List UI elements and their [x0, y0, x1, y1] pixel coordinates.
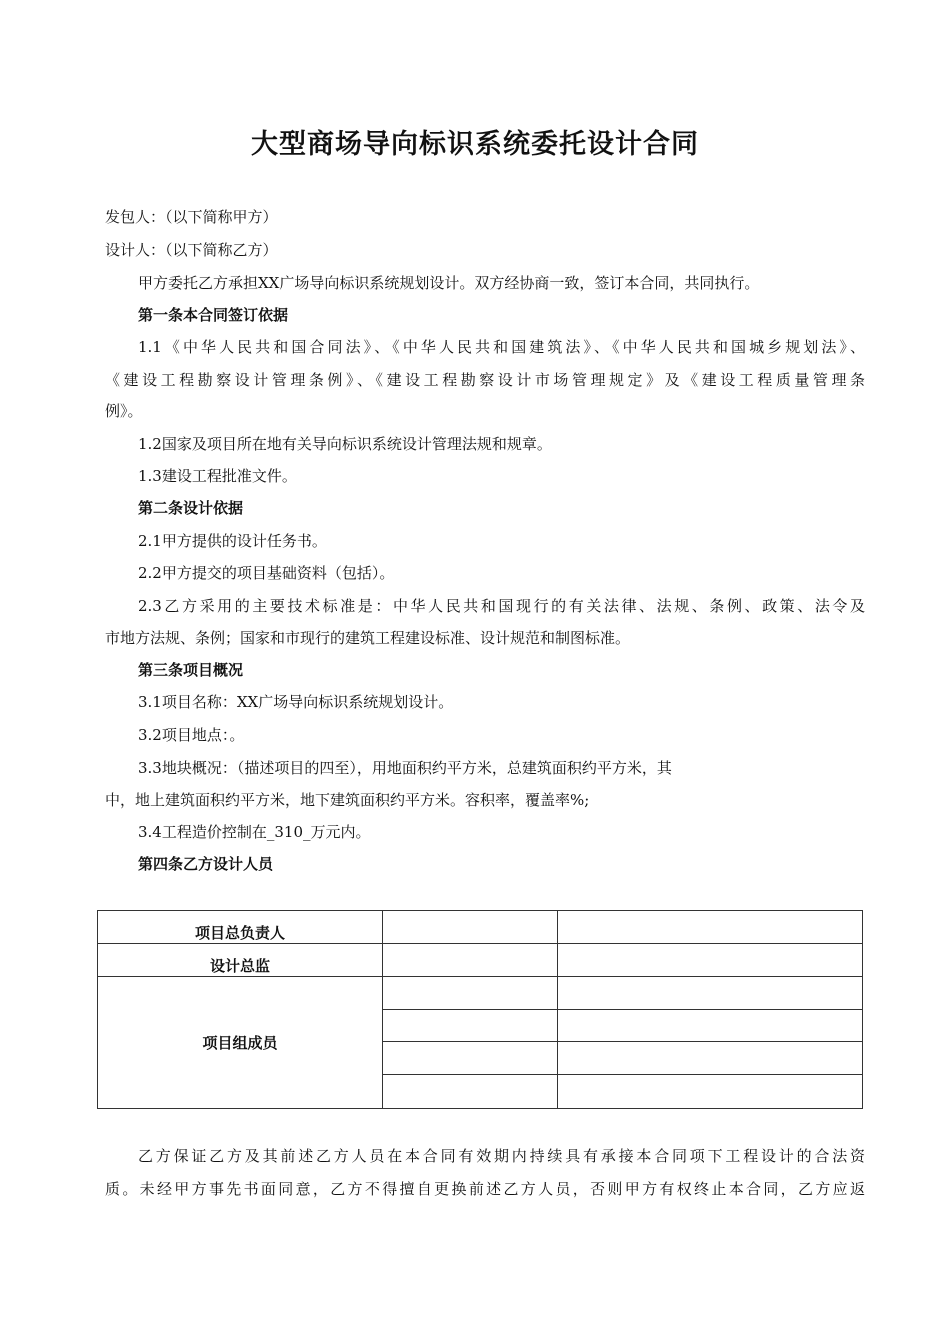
staff-cell: [383, 1042, 558, 1075]
designer-staff-table: [97, 910, 863, 1109]
clause-3-4: 3.4工程造价控制在_310_万元内。: [138, 823, 371, 841]
staff-cell: [558, 977, 863, 1010]
contract-title: 大型商场导向标识系统委托设计合同: [251, 129, 699, 160]
clause-1-1-line1: 1.1《中华人民共和国合同法》、《中华人民共和国建筑法》、《中华人民共和国城乡规划法》、: [138, 338, 865, 356]
clause-1-3: 1.3建设工程批准文件。: [138, 467, 297, 485]
designer-line: 设计人：（以下简称乙方）: [105, 241, 278, 259]
clause-3-3-line1: 3.3地块概况：（描述项目的四至），用地面积约平方米，总建筑面积约平方米，其: [138, 759, 672, 777]
clause-2-2: 2.2甲方提交的项目基础资料（包括）。: [138, 564, 395, 582]
intro-paragraph: 甲方委托乙方承担XX广场导向标识系统规划设计。双方经协商一致，签订本合同，共同执行。: [138, 274, 760, 292]
article-1-heading: 第一条本合同签订依据: [138, 306, 289, 324]
staff-cell: [383, 1075, 558, 1109]
employer-line: 发包人：（以下简称甲方）: [105, 208, 278, 226]
staff-label-project-lead: 项目总负责人: [98, 911, 383, 944]
clause-1-1-line3: 例》。: [105, 402, 143, 420]
clause-3-2: 3.2项目地点：。: [138, 726, 245, 744]
staff-cell: [558, 1010, 863, 1042]
staff-cell: [383, 911, 558, 944]
staff-cell: [383, 944, 558, 977]
clause-3-1: 3.1项目名称：XX广场导向标识系统规划设计。: [138, 693, 454, 711]
clause-3-3-line2: 中，地上建筑面积约平方米，地下建筑面积约平方米。容积率，覆盖率%;: [105, 791, 590, 809]
staff-cell: [558, 911, 863, 944]
staff-cell: [558, 944, 863, 977]
article-3-heading: 第三条项目概况: [138, 661, 244, 679]
staff-label-design-director: 设计总监: [98, 944, 383, 977]
closing-paragraph-line2: 质。未经甲方事先书面同意，乙方不得擅自更换前述乙方人员，否则甲方有权终止本合同，乙方应返: [105, 1180, 865, 1198]
article-4-heading: 第四条乙方设计人员: [138, 855, 274, 873]
staff-cell: [558, 1075, 863, 1109]
staff-cell: [383, 1010, 558, 1042]
clause-2-3-line1: 2.3乙方采用的主要技术标准是：中华人民共和国现行的有关法律、法规、条例、政策、法令及: [138, 597, 865, 615]
clause-2-3-line2: 市地方法规、条例；国家和市现行的建筑工程建设标准、设计规范和制图标准。: [105, 629, 631, 647]
article-2-heading: 第二条设计依据: [138, 499, 244, 517]
clause-1-2: 1.2国家及项目所在地有关导向标识系统设计管理法规和规章。: [138, 435, 552, 453]
clause-1-1-line2: 《建设工程勘察设计管理条例》、《建设工程勘察设计市场管理规定》及《建设工程质量管理条: [105, 371, 865, 389]
staff-cell: [558, 1042, 863, 1075]
clause-2-1: 2.1甲方提供的设计任务书。: [138, 532, 327, 550]
staff-label-team-members: 项目组成员: [98, 977, 383, 1109]
closing-paragraph-line1: 乙方保证乙方及其前述乙方人员在本合同有效期内持续具有承接本合同项下工程设计的合法资: [138, 1147, 865, 1165]
staff-cell: [383, 977, 558, 1010]
